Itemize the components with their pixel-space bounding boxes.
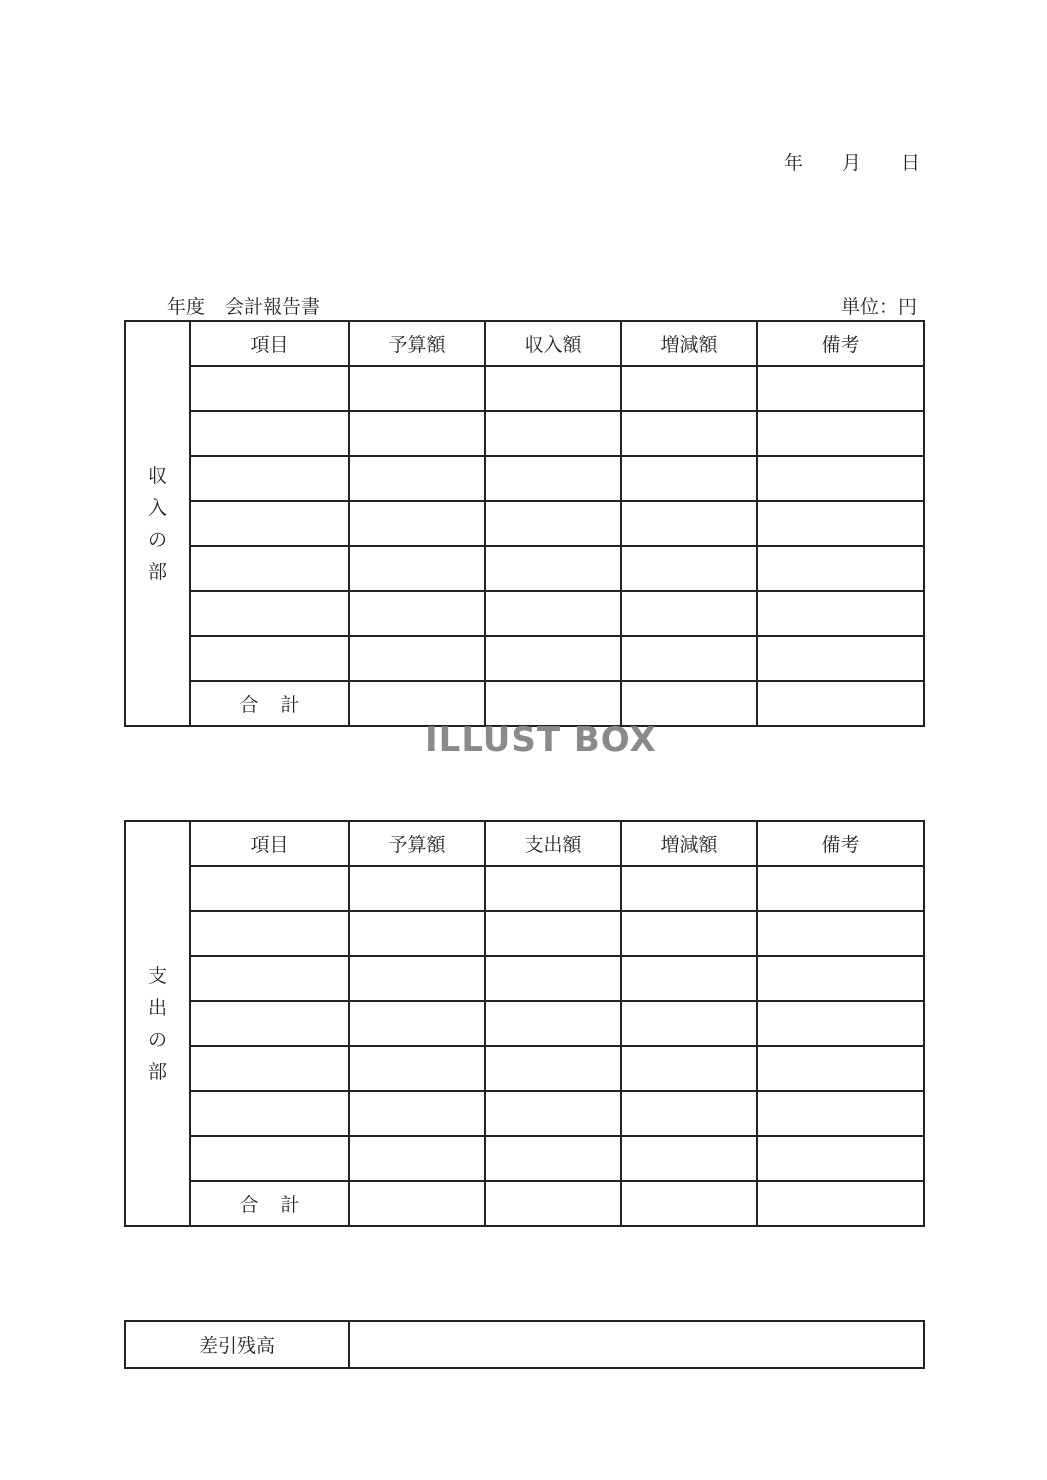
cell-amount[interactable] [485,866,621,911]
cell-amount[interactable] [485,1091,621,1136]
date-month-label: 月 [842,152,862,174]
cell-remarks[interactable] [757,911,924,956]
header-item: 項目 [190,821,349,866]
table-row [125,1091,924,1136]
cell-item[interactable] [190,636,349,681]
cell-amount[interactable] [485,501,621,546]
unit-label: 単位：円 [841,296,918,318]
header-change: 増減額 [621,321,757,366]
expense-section-label: 支 出 の 部 [125,821,190,1226]
cell-remarks[interactable] [757,1001,924,1046]
date-day-label: 日 [901,152,921,174]
cell-budget[interactable] [349,1001,485,1046]
cell-item[interactable] [190,546,349,591]
cell-amount[interactable] [485,366,621,411]
cell-item[interactable] [190,411,349,456]
header-remarks: 備考 [757,821,924,866]
title-name: 会計報告書 [225,296,321,318]
income-table [124,320,925,727]
cell-change[interactable] [621,1001,757,1046]
balance-value-cell[interactable] [349,1321,924,1368]
cell-change[interactable] [621,1046,757,1091]
cell-budget[interactable] [349,866,485,911]
cell-change[interactable] [621,501,757,546]
table-row [125,366,924,411]
cell-amount[interactable] [485,636,621,681]
table-row [125,591,924,636]
title-year-prefix: 年度 [167,296,206,318]
cell-total-budget[interactable] [349,1181,485,1226]
header-remarks: 備考 [757,321,924,366]
cell-item[interactable] [190,1046,349,1091]
income-total-label: 合 計 [190,681,349,726]
cell-change[interactable] [621,636,757,681]
cell-item[interactable] [190,956,349,1001]
cell-budget[interactable] [349,1136,485,1181]
cell-remarks[interactable] [757,956,924,1001]
table-row [125,636,924,681]
table-row [125,1046,924,1091]
income-section-label: 収 入 の 部 [125,321,190,726]
cell-amount[interactable] [485,1001,621,1046]
cell-amount[interactable] [485,956,621,1001]
cell-change[interactable] [621,411,757,456]
header-budget: 予算額 [349,321,485,366]
cell-remarks[interactable] [757,546,924,591]
cell-remarks[interactable] [757,866,924,911]
cell-remarks[interactable] [757,366,924,411]
cell-remarks[interactable] [757,411,924,456]
cell-remarks[interactable] [757,1136,924,1181]
cell-item[interactable] [190,866,349,911]
cell-remarks[interactable] [757,501,924,546]
cell-change[interactable] [621,546,757,591]
balance-label: 差引残高 [125,1321,349,1368]
cell-budget[interactable] [349,956,485,1001]
header-item: 項目 [190,321,349,366]
cell-change[interactable] [621,456,757,501]
cell-budget[interactable] [349,636,485,681]
cell-amount[interactable] [485,1136,621,1181]
cell-amount[interactable] [485,1046,621,1091]
expense-total-label: 合 計 [190,1181,349,1226]
expense-header-row [125,821,924,866]
table-row [125,411,924,456]
table-row [125,911,924,956]
cell-change[interactable] [621,1136,757,1181]
cell-budget[interactable] [349,546,485,591]
table-row [125,866,924,911]
table-row [125,546,924,591]
table-row [125,956,924,1001]
cell-amount[interactable] [485,911,621,956]
cell-total-remarks[interactable] [757,681,924,726]
cell-change[interactable] [621,956,757,1001]
cell-budget[interactable] [349,911,485,956]
cell-budget[interactable] [349,366,485,411]
table-row [125,456,924,501]
expense-total-row [125,1181,924,1226]
cell-budget[interactable] [349,1091,485,1136]
cell-amount[interactable] [485,411,621,456]
cell-item[interactable] [190,1091,349,1136]
balance-row [125,1321,924,1368]
report-title [167,292,320,319]
cell-item[interactable] [190,456,349,501]
header-expense-amount: 支出額 [485,821,621,866]
cell-change[interactable] [621,591,757,636]
income-header-row [125,321,924,366]
cell-total-amount[interactable] [485,1181,621,1226]
expense-table [124,820,925,1227]
header-income-amount: 収入額 [485,321,621,366]
cell-item[interactable] [190,1001,349,1046]
cell-item[interactable] [190,911,349,956]
cell-remarks[interactable] [757,1046,924,1091]
cell-change[interactable] [621,911,757,956]
cell-item[interactable] [190,366,349,411]
cell-budget[interactable] [349,501,485,546]
cell-amount[interactable] [485,591,621,636]
table-row [125,501,924,546]
header-change: 増減額 [621,821,757,866]
cell-change[interactable] [621,866,757,911]
table-row [125,1001,924,1046]
cell-total-change[interactable] [621,1181,757,1226]
cell-budget[interactable] [349,456,485,501]
balance-table [124,1320,925,1369]
watermark: ILLUST BOX [425,720,657,760]
cell-total-remarks[interactable] [757,1181,924,1226]
cell-remarks[interactable] [757,1091,924,1136]
header-budget: 予算額 [349,821,485,866]
cell-amount[interactable] [485,546,621,591]
cell-item[interactable] [190,501,349,546]
cell-budget[interactable] [349,411,485,456]
cell-budget[interactable] [349,1046,485,1091]
cell-budget[interactable] [349,591,485,636]
cell-amount[interactable] [485,456,621,501]
cell-remarks[interactable] [757,456,924,501]
date-year-label: 年 [784,152,804,174]
cell-remarks[interactable] [757,636,924,681]
cell-item[interactable] [190,1136,349,1181]
cell-change[interactable] [621,1091,757,1136]
table-row [125,1136,924,1181]
cell-change[interactable] [621,366,757,411]
cell-remarks[interactable] [757,591,924,636]
cell-item[interactable] [190,591,349,636]
